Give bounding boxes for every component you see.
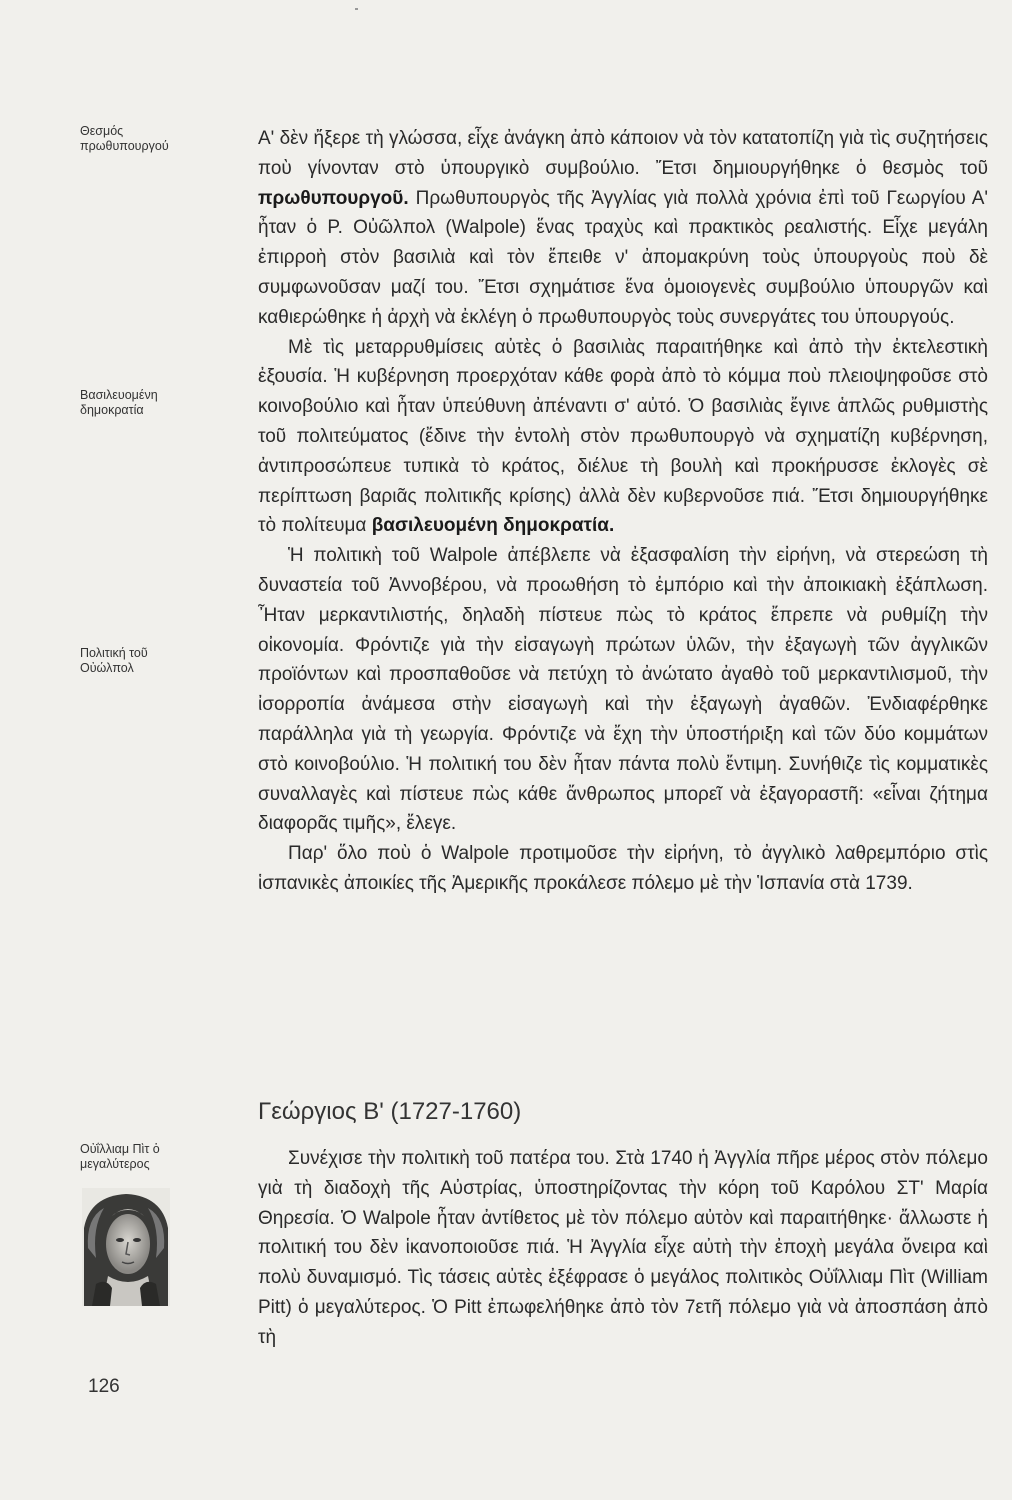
- section-heading-george-ii: Γεώργιος Β' (1727-1760): [258, 1098, 522, 1125]
- paragraph-3: Ἡ πολιτικὴ τοῦ Walpole ἀπέβλεπε νὰ ἐξασφαλίση τὴν εἰρήνη, νὰ στερεώση τὴ δυναστεία τοῦ Ἀννοβέρου, νὰ προωθήση τὸ ἐμπόριο καὶ τὴν ἀποικιακὴ ἐξάπλωση. Ἦταν μερκαντιλιστής, δηλαδὴ πίστευε πὼς τὸ κράτος ἔπρεπε νὰ ρυθμίζη τὴν οἰκονομία. Φρόντιζε γιὰ τὴν εἰσαγωγὴ πρώτων ὑλῶν, τὴν ἐξαγωγὴ τῶν ἀγγλικῶν προϊόντων καὶ προσπαθοῦσε νὰ πετύχη τὸ ἀνώτατο ἀγαθὸ τοῦ μερκαντιλισμοῦ, τὴν ἰσορροπία ἀνάμεσα στὴν εἰσαγωγὴ καὶ τὴν ἐξαγωγὴ ἀγαθῶν. Ἐνδιαφέρθηκε παράλληλα γιὰ τὴ γεωργία. Φρόντιζε νὰ ἔχη τὴν ὑποστήριξη καὶ τῶν δύο κομμάτων στὸ κοινοβούλιο. Ἡ πολιτική του δὲν ἦταν πάντα πολὺ ἔντιμη. Συνήθιζε τὶς κομματικὲς συναλλαγὲς καὶ πίστευε πὼς κάθε ἄνθρωπος μπορεῖ νὰ ἐξαγοραστῆ: «εἶναι ζήτημα διαφορᾶς τιμῆς», ἔλεγε.: [258, 545, 988, 835]
- paragraph-2-text-a: Μὲ τὶς μεταρρυθμίσεις αὐτὲς ὁ βασιλιὰς παραιτήθηκε καὶ ἀπὸ τὴν ἐκτελεστικὴ ἐξουσία. Ἡ κυβέρνηση προερχόταν κάθε φορὰ ἀπὸ τὸ κόμμα ποὺ πλειοψηφοῦσε στὸ κοινοβούλιο καὶ ἦταν ὑπεύθυνη ἀπέναντι σ' αὐτό. Ὁ βασιλιὰς ἔγινε ἁπλῶς ρυθμιστὴς τοῦ πολιτεύματος (ἔδινε τὴν ἐντολὴ στὸν πρωθυπουργὸ νὰ σχηματίζη κυβέρνηση, ἀντιπροσώπευε τυπικὰ τὸ κράτος, διέλυε τὴ βουλὴ καὶ προκήρυσσε ἐκλογὲς σὲ περίπτωση βαριᾶς πολιτικῆς κρίσης) ἀλλὰ δὲν κυβερνοῦσε πιά. Ἔτσι δημιουργήθηκε τὸ πολίτευμα: [258, 336, 988, 537]
- page-speck: [355, 8, 358, 10]
- paragraph-1-text-a: Α' δὲν ἤξερε τὴ γλώσσα, εἶχε ἀνάγκη ἀπὸ κάποιον νὰ τὸν κατατοπίζη γιὰ τὶς συζητήσεις ποὺ γίνονταν στὸ ὑπουργικὸ συμβούλιο. Ἔτσι δημιουργήθηκε ὁ θεσμὸς τοῦ: [258, 128, 988, 179]
- paragraph-1: [258, 124, 988, 333]
- portrait-william-pitt: [82, 1188, 170, 1306]
- term-prime-minister: πρωθυπουργοῦ.: [258, 187, 409, 209]
- margin-note-prime-minister: Θεσμός πρωθυπουργού: [80, 124, 169, 153]
- paragraph-5: Συνέχισε τὴν πολιτικὴ τοῦ πατέρα του. Στὰ 1740 ἡ Ἀγγλία πῆρε μέρος στὸν πόλεμο γιὰ τὴ διαδοχὴ τῆς Αὐστρίας, ὑποστηρίζοντας τὴν κόρη τοῦ Καρόλου ΣΤ' Μαρία Θηρεσία. Ὁ Walpole ἦταν ἀντίθετος μὲ τὸν πόλεμο αὐτὸν καὶ παραιτήθηκε· ἄλλωστε ἡ πολιτική του δὲν ἱκανοποιοῦσε πιά. Ἡ Ἀγγλία εἶχε αὐτὴ τὴν ἐποχὴ μεγάλα ὄνειρα καὶ πολὺ δυναμισμό. Τὶς τάσεις αὐτὲς ἐξέφρασε ὁ μεγάλος πολιτικὸς Οὐΐλλιαμ Πὶτ (William Pitt) ὁ μεγαλύτερος. Ὁ Pitt ἐπωφελήθηκε ἀπὸ τὸν 7ετῆ πόλεμο γιὰ νὰ ἀποσπάση ἀπὸ τὴ: [258, 1148, 988, 1348]
- paragraph-1-text-c: Πρωθυπουργὸς τῆς Ἀγγλίας γιὰ πολλὰ χρόνια ἐπὶ τοῦ Γεωργίου Α' ἦταν ὁ Ρ. Οὐῶλπολ (Walpole) ἕνας τραχὺς καὶ πρακτικὸς ρεαλιστής. Εἶχε μεγάλη ἐπιρροὴ στὸν βασιλιὰ καὶ τὸν ἔπειθε ν' ἀπομακρύνη τοὺς ὑπουργοὺς ποὺ δὲ συμφωνοῦσαν μαζί του. Ἔτσι σχημάτισε ἕνα ὁμοιογενὲς συμβούλιο ὑπουργῶν καὶ καθιερώθηκε ἡ ἀρχὴ νὰ ἐκλέγη ὁ πρωθυπουργὸς τοὺς συνεργάτες του ὑπουργούς.: [258, 187, 988, 328]
- margin-note-walpole-policy: Πολιτική τοῦ Οὐώλπολ: [80, 646, 148, 675]
- term-constitutional-monarchy: βασιλευομένη δημοκρατία.: [371, 515, 615, 537]
- paragraph-4: Παρ' ὅλο ποὺ ὁ Walpole προτιμοῦσε τὴν εἰρήνη, τὸ ἀγγλικὸ λαθρεμπόριο στὶς ἱσπανικὲς ἀποικίες τῆς Ἀμερικῆς προκάλεσε πόλεμο μὲ τὴν Ἱσπανία στὰ 1739.: [258, 843, 988, 894]
- margin-note-constitutional-monarchy: Βασιλευομένη δημοκρατία: [80, 388, 158, 417]
- section1-body: [258, 124, 988, 899]
- margin-note-william-pitt: Οὐΐλλιαμ Πὶτ ὁ μεγαλύτερος: [80, 1142, 160, 1171]
- paragraph-2: [258, 333, 988, 542]
- page-number: 126: [88, 1376, 120, 1397]
- section2-body: [258, 1144, 988, 1353]
